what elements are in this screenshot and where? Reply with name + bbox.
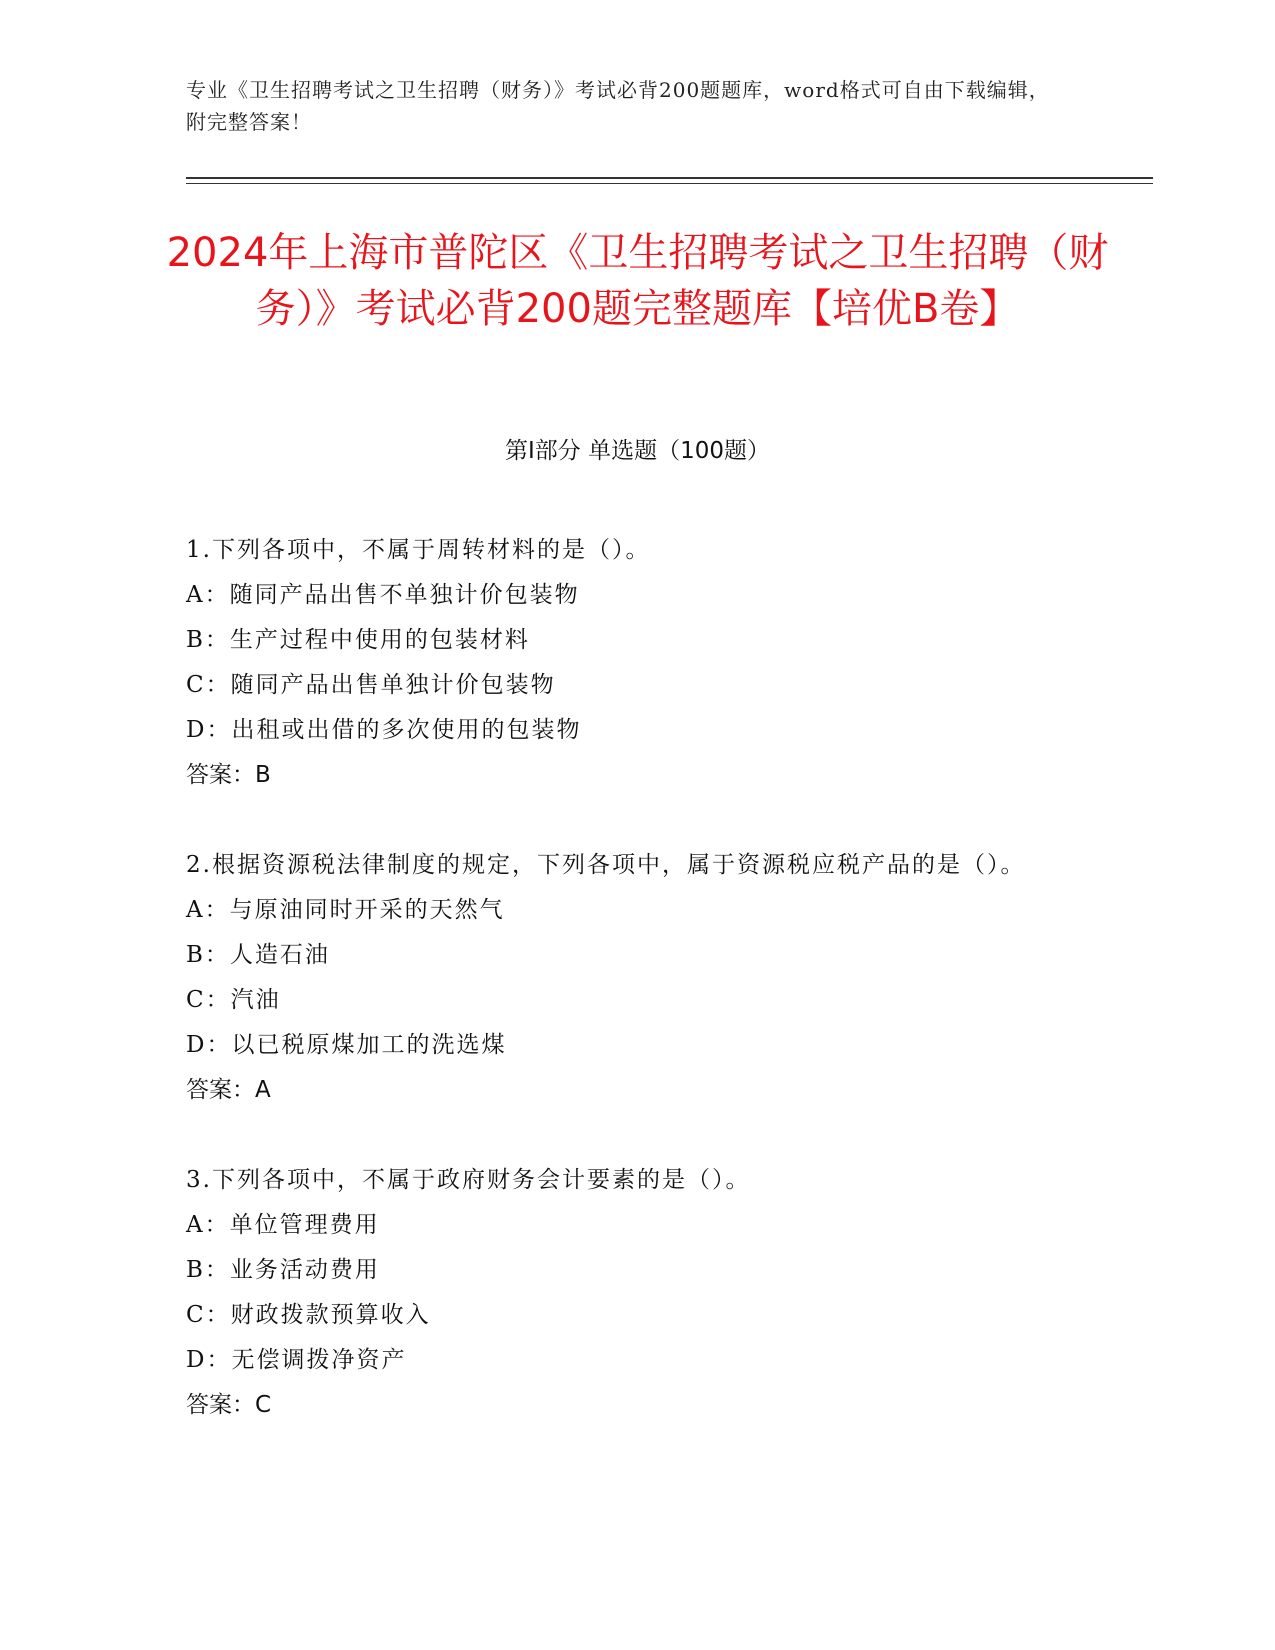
- option-a: A：随同产品出售不单独计价包装物: [186, 582, 580, 608]
- header-divider-thick: [186, 177, 1153, 179]
- question-text: 3.下列各项中，不属于政府财务会计要素的是（）。: [186, 1167, 751, 1193]
- question-text: 1.下列各项中，不属于周转材料的是（）。: [186, 537, 651, 563]
- option-c: C：随同产品出售单独计价包装物: [186, 672, 556, 698]
- option-c: C：财政拨款预算收入: [186, 1302, 431, 1328]
- option-b: B：业务活动费用: [186, 1257, 380, 1283]
- option-b: B：生产过程中使用的包装材料: [186, 627, 530, 653]
- option-a: A：与原油同时开采的天然气: [186, 897, 505, 923]
- answer: 答案：C: [186, 1392, 272, 1418]
- question-2: [186, 843, 1086, 1113]
- answer: 答案：B: [186, 762, 271, 788]
- option-b: B：人造石油: [186, 942, 330, 968]
- question-list: [186, 528, 1086, 1473]
- header-divider-thin: [186, 183, 1153, 184]
- question-3: [186, 1158, 1086, 1428]
- option-a: A：单位管理费用: [186, 1212, 380, 1238]
- document-title: 2024年上海市普陀区《卫生招聘考试之卫生招聘（财务）》考试必背200题完整题库【培优B卷】: [166, 230, 1109, 332]
- option-d: D：出租或出借的多次使用的包装物: [186, 717, 582, 743]
- option-c: C：汽油: [186, 987, 281, 1013]
- section-title: 第Ⅰ部分 单选题（100题）: [505, 438, 770, 464]
- answer: 答案：A: [186, 1077, 271, 1103]
- question-text: 2.根据资源税法律制度的规定，下列各项中，属于资源税应税产品的是（）。: [186, 852, 1026, 878]
- option-d: D：以已税原煤加工的洗选煤: [186, 1032, 507, 1058]
- question-1: [186, 528, 1086, 798]
- option-d: D：无偿调拨净资产: [186, 1347, 407, 1373]
- header-note: 专业《卫生招聘考试之卫生招聘（财务）》考试必背200题题库，word格式可自由下载编辑，附完整答案！: [186, 78, 1050, 134]
